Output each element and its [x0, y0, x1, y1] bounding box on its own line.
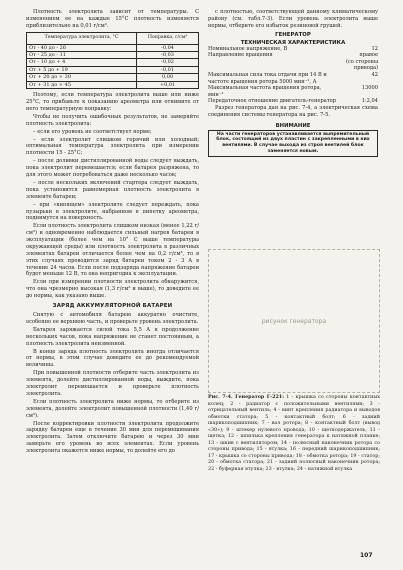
- list-item: – если его уровень не соответствует норме;: [33, 128, 152, 135]
- body-paragraph: Чтобы не получить ошибочных результатов, не замеряйте плотность электролита:: [26, 113, 199, 127]
- specs-title: ТЕХНИЧЕСКАЯ ХАРАКТЕРИСТИКА: [240, 39, 346, 46]
- spec-list: [208, 46, 378, 105]
- table-row: От + 20 до + 30 0,00: [27, 74, 199, 81]
- body-paragraph: Если плотность электролита ниже нормы, то отберите из элемента, долейте электролит повышенной плотности (1,40 г/см³).: [26, 398, 199, 419]
- spec-row: Направление вращения правое (со стороны привода): [208, 52, 378, 72]
- body-paragraph: Снятую с автомобиля батарею аккуратно очистите, особенно ее верхнюю часть, и проверьте уровень электролита.: [26, 311, 199, 325]
- body-paragraph: Если при измерении плотности электролита обнаружится, что она чрезмерно высокая (1,3 г/см³ и выше), то доведите ее до нормы, как указано выше.: [26, 279, 199, 300]
- generator-figure-placeholder: [208, 249, 380, 393]
- table-header-correction: Поправка, г/см³: [137, 32, 199, 44]
- body-paragraph: В конце заряда плотность электролита иногда отличается от нормы, в этом случае доведите ее до рекомендуемой величины.: [26, 348, 199, 369]
- caption-lead: Рис. 7-4. Генератор Г-221:: [208, 394, 284, 400]
- table-row: От + 31 до + 45 +0,01: [27, 81, 199, 88]
- intro-paragraph: Плотность электролита зависит от температуры. С изменением ее на каждые 15°С плотность изменяется приблизительно на 0,01 г/см³.: [26, 9, 199, 29]
- left-column: [26, 9, 199, 456]
- spec-row: Номинальное напряжение, В 12: [208, 45, 378, 52]
- warning-title: ВНИМАНИЕ: [275, 122, 311, 129]
- list-item: – после нескольких включений стартера следует выждать, пока установится равномерная плотность электролита в элементе батареи;: [26, 180, 199, 200]
- figure-caption: [208, 394, 380, 473]
- body-paragraph: Батарея заряжается силой тока 5,5 А в продолжение нескольких часов, пока напряжение не станет постоянным, а плотность электролита неизменной.: [26, 326, 199, 347]
- spec-row: Передаточное отношение двигатель-генератор 1:2,04: [208, 98, 378, 105]
- page-number: 107: [360, 552, 373, 559]
- right-column: [208, 9, 378, 157]
- table-row: От - 40 до - 26 -0,04: [27, 44, 199, 51]
- body-paragraph: При повышенной плотности отберите часть электролита из элемента, долейте дистиллированной воды, выждите, пока электролит перемешается и проверьте плотность электролита.: [26, 370, 199, 397]
- section-title-battery-charge: ЗАРЯД АККУМУЛЯТОРНОЙ БАТАРЕИ: [52, 302, 173, 309]
- body-paragraph: Поэтому, если температура электролита выше или ниже 25°С, то прибавьте к показанию ареометра или отнимите от него температурную поправку:: [26, 91, 199, 112]
- continuation-paragraph: с плотностью, соответствующей данному климатическому району (см. табл.7-3). Если уровень электролита выше нормы, отберите его избыток резиновой грушей.: [208, 9, 378, 29]
- scheme-paragraph: Разрез генератора дан на рис. 7-4, а электрическая схема соединения системы генератора на рис. 7-5.: [208, 104, 378, 118]
- table-row: От + 5 до + 19 -0,01: [27, 66, 199, 73]
- spec-row: Максимальная сила тока отдачи при 14 В и частоте вращения ротора 5000 мин⁻¹, А 42: [208, 71, 378, 85]
- body-paragraph: Если плотность электролита слишком низкая (менее 1,22 г/см³) и одновременно наблюдается сильный нагрев батареи в эксплуатации (более чем на 10° С выше температуры окружающей среды) или плотность электролита в различных элементах батареи отличается более чем на 0,2 г/см³, то в этих случаях проводится заряд батареи током 2 - 3 А в течение 24 часов. Если после подзаряда напряжение батареи будет меньше 12 В, то она непригодна к эксплуатации.: [26, 223, 199, 278]
- table-row: От - 25 до - 11 -0,03: [27, 51, 199, 58]
- section-title-generator: ГЕНЕРАТОР: [275, 31, 311, 38]
- warning-box: На части генераторов устанавливается выпрямительный блок, состоящий из двух пластин с закрепленными в них вентилями. В случае выхода из строя вентилей блок заменяется новым.: [208, 130, 378, 158]
- caption-body: 1 - крышка со стороны контактных колец; 2 - радиатор с положительными вентилями; 3 - отрицательный вентиль; 4 - винт крепления радиатора и выводов обмотки статора; 5 - контактный болт; 6 - задний шарикоподшипник; 7 - вал ротора; 8 - контактный болт (вывод «30»); 9 - штекер нулевого провода; 10 - щеткодержатель; 11 - щетка; 12 - шпилька крепления генератора к натяжной планке; 13 - шкив с вентилятором; 14 - полюсный наконечник ротора со стороны привода; 15 - втулка; 16 - передний шарикоподшипник; 17 - крышка со стороны привода; 18 - обмотка ротора; 19 - статор; 20 - обмотка статора; 21 - задний полюсный наконечник ротора; 22 - буферная втулка; 23 - втулка; 24 - натяжной втулка: [208, 394, 380, 473]
- spec-row: Максимальная частота вращения ротора, мин⁻¹ 13000: [208, 85, 378, 98]
- list-item: – при «кипящем» электролите следует переждать, пока пузырьки в электролите, набранном в пипетку ареометра, поднимутся на поверхность.: [26, 201, 199, 222]
- temperature-correction-table: [26, 32, 199, 89]
- body-paragraph: После корректировки плотности электролита продолжите зарядку батареи еще в течение 30 мин для перемешивания электролита. Затем отключите батарею и через 30 мин замерьте его уровень во всех элементах. Если уровень электролита окажется ниже нормы, то долейте его до: [26, 420, 199, 454]
- list-item: – если электролит слишком горячий или холодный; оптимальная температура электролита при измерении плотности 15 - 25°С;: [26, 136, 199, 157]
- list-item: – после доливки дистиллированной воды следует выждать, пока электролит перемешается; если батарея разряжена, то для этого может потребоваться даже несколько часов;: [26, 158, 199, 178]
- table-header-temperature: Температура электролита, °С: [27, 32, 137, 44]
- figure-placeholder-label: рисунок генератора: [261, 317, 327, 325]
- table-row: От - 10 до + 4 -0,02: [27, 59, 199, 66]
